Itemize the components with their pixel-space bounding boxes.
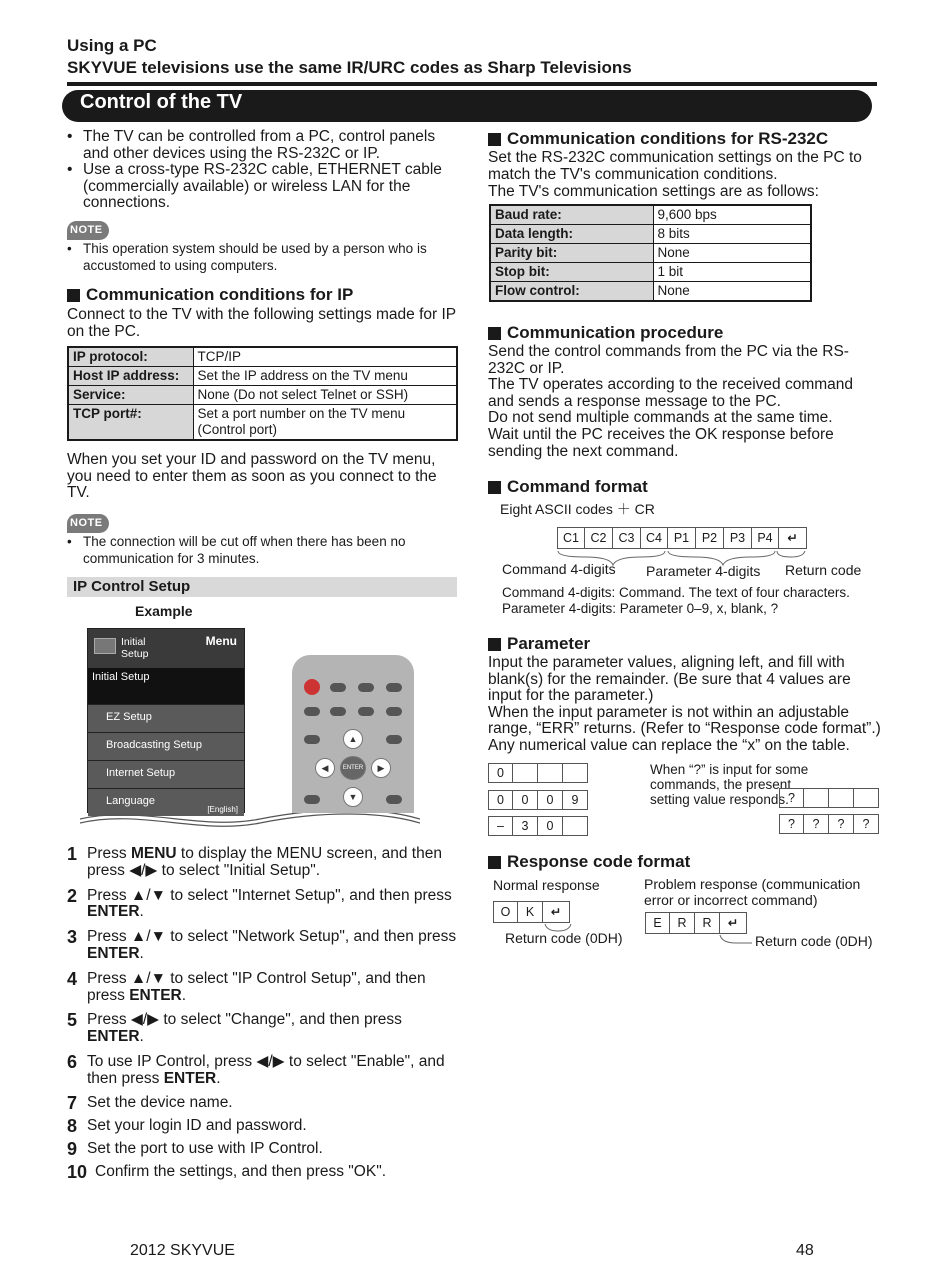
footer-brand: 2012 SKYVUE: [130, 1242, 235, 1259]
ip-intro: Connect to the TV with the following settings made for IP on the PC.: [67, 306, 456, 340]
step-number: 2: [67, 885, 78, 906]
table-row: [490, 205, 811, 225]
section-title: Using a PC: [67, 36, 157, 55]
parameter-row: [488, 763, 588, 783]
list-item: [67, 1115, 462, 1136]
format-cell: –: [488, 816, 513, 836]
step-number: 10: [67, 1161, 88, 1182]
step-number: 1: [67, 844, 78, 864]
format-cell: ?: [804, 814, 829, 834]
return-key-icon: ↵: [779, 527, 807, 549]
step-number: 7: [67, 1092, 78, 1113]
note-body: The connection will be cut off when there has been no communication for 3 minutes.: [83, 534, 406, 566]
menu-item: EZ Setup: [88, 704, 244, 732]
format-cell: [513, 763, 538, 783]
table-value: Set the IP address on the TV menu: [193, 367, 457, 386]
format-cell: C2: [585, 527, 613, 549]
rs232c-table: [489, 204, 812, 302]
bullet-item: • The TV can be controlled from a PC, control panels and other devices using the RS-232C or IP.: [67, 129, 459, 162]
format-cell: R: [670, 912, 695, 934]
menu-screenshot: [87, 628, 245, 813]
note-body: This operation system should be used by a person who is accustomed to using computers.: [83, 241, 427, 273]
return-key-icon: ↵: [543, 901, 570, 923]
table-row: [490, 282, 811, 302]
format-cell: ?: [854, 814, 879, 834]
square-bullet-icon: [488, 856, 501, 869]
remote-key-icon: [330, 707, 346, 716]
note-badge: NOTE: [67, 514, 109, 533]
step-text: Press ▲/▼ to select "Network Setup", and then press ENTER.: [87, 928, 457, 962]
remote-key-icon: [386, 735, 402, 744]
note-line: Parameter 4-digits: Parameter 0–9, x, blank, ?: [502, 601, 779, 616]
step-text: Press ◀/▶ to select "Change", and then press ENTER.: [87, 1011, 402, 1046]
parameter-examples: [488, 763, 588, 836]
return-key-icon: ↵: [720, 912, 747, 934]
parameter-row: [488, 816, 588, 836]
left-arrow-icon: ◀: [315, 758, 335, 778]
list-item: [67, 1012, 462, 1046]
format-cell: 0: [488, 790, 513, 810]
return-code-label: Return code: [785, 562, 862, 578]
list-item: [67, 1161, 462, 1182]
ip-heading: [67, 285, 353, 305]
table-value: 9,600 bps: [653, 205, 811, 225]
table-key: Host IP address:: [68, 367, 193, 386]
table-row: [68, 367, 457, 386]
list-item: [67, 885, 462, 922]
paragraph: Wait until the PC receives the OK response before sending the next command.: [488, 425, 834, 460]
menu-item: Internet Setup: [88, 760, 244, 788]
list-item: [67, 1138, 462, 1159]
step-text: Confirm the settings, and then press "OK".: [95, 1162, 387, 1180]
table-row: [68, 347, 457, 367]
remote-key-icon: [386, 683, 402, 692]
remote-key-icon: [358, 707, 374, 716]
enter-button-icon: ENTER: [340, 756, 366, 780]
procedure-heading-text: Communication procedure: [507, 323, 724, 342]
table-value: None: [653, 244, 811, 263]
problem-response-cells: [645, 912, 747, 934]
intro-bullets: [67, 129, 459, 212]
step-number: 6: [67, 1051, 78, 1072]
remote-key-icon: [330, 683, 346, 692]
down-arrow-icon: ▼: [343, 787, 363, 807]
table-key: Parity bit:: [490, 244, 653, 263]
ip-heading-text: Communication conditions for IP: [86, 285, 354, 304]
question-mark-note: When “?” is input for some commands, the present setting value responds.: [650, 762, 809, 807]
format-cell: [829, 788, 854, 808]
up-arrow-icon: ▲: [343, 729, 363, 749]
command-format-heading: [488, 477, 648, 497]
header-rule: [67, 82, 877, 86]
table-key: TCP port#:: [68, 405, 193, 441]
format-cell: 0: [538, 816, 563, 836]
table-value: Set a port number on the TV menu (Control port): [193, 405, 457, 441]
step-text: Press ▲/▼ to select "Internet Setup", and then press ENTER.: [87, 886, 452, 921]
paragraph: Any numerical value can replace the “x” on the table.: [488, 736, 850, 754]
setup-title: IP Control Setup: [67, 577, 457, 597]
parameter-row: [779, 788, 879, 808]
right-arrow-icon: ▶: [371, 758, 391, 778]
step-text: To use IP Control, press ◀/▶ to select "Enable", and then press ENTER.: [87, 1052, 445, 1087]
table-value: 1 bit: [653, 263, 811, 282]
remote-key-icon: [358, 683, 374, 692]
table-key: Service:: [68, 386, 193, 405]
subtitle: SKYVUE televisions use the same IR/URC codes as Sharp Televisions: [67, 58, 632, 77]
table-row: [490, 263, 811, 282]
menu-item-value: [English]: [207, 805, 238, 814]
rs232c-heading-text: Communication conditions for RS-232C: [507, 129, 829, 148]
rs232c-intro-2: The TV's communication settings are as follows:: [488, 183, 819, 200]
parameter-text: [488, 655, 883, 755]
note-badge: NOTE: [67, 221, 109, 240]
list-item: [67, 846, 462, 880]
normal-response-label: Normal response: [493, 877, 600, 893]
command-cells: [557, 527, 807, 549]
step-number: 8: [67, 1115, 78, 1136]
bullet-item: • Use a cross-type RS-232C cable, ETHERNET cable (commercially available) or wireless LAN for the connections.: [67, 162, 459, 212]
paragraph: Send the control commands from the PC via the RS-232C or IP.: [488, 343, 849, 377]
id-password-text: When you set your ID and password on the TV menu, you need to enter them as soon as you connect to the TV.: [67, 451, 437, 502]
command-format-heading-text: Command format: [507, 477, 648, 496]
bullet-text: Use a cross-type RS-232C cable, ETHERNET cable (commercially available) or wireless LAN for the connections.: [83, 161, 442, 212]
format-cell: 0: [513, 790, 538, 810]
response-heading-text: Response code format: [507, 852, 691, 871]
step-number: 3: [67, 927, 78, 948]
menu-header: [88, 629, 244, 668]
parameter-row: [779, 814, 879, 834]
command-format-sub: Eight ASCII codes ＋ CR: [500, 501, 655, 517]
table-row: [490, 225, 811, 244]
square-bullet-icon: [67, 289, 80, 302]
normal-response-cells: [493, 901, 570, 923]
bracket-icon: [718, 934, 754, 946]
format-cell: C4: [641, 527, 668, 549]
rs232c-intro: Set the RS-232C communication settings on the PC to match the TV's communication conditions.: [488, 149, 862, 183]
note-text: • The connection will be cut off when there has been no communication for 3 minutes.: [67, 534, 459, 567]
question-examples: [779, 788, 879, 834]
page-banner: Control of the TV: [62, 90, 872, 122]
step-number: 5: [67, 1010, 78, 1031]
parameter-heading: [488, 634, 590, 654]
step-text: Press MENU to display the MENU screen, and then press ◀/▶ to select "Initial Setup".: [87, 845, 442, 879]
command-format-notes: [502, 585, 850, 617]
format-cell: ?: [829, 814, 854, 834]
format-cell: 3: [513, 816, 538, 836]
format-cell: E: [645, 912, 670, 934]
format-cell: C3: [613, 527, 641, 549]
format-cell: P1: [668, 527, 696, 549]
tv-icon: [94, 638, 116, 654]
paragraph: Do not send multiple commands at the same time.: [488, 409, 833, 427]
procedure-text: [488, 344, 880, 460]
problem-return-code-label: Return code (0DH): [755, 933, 873, 949]
format-cell: P3: [724, 527, 752, 549]
table-row: [490, 244, 811, 263]
remote-key-icon: [386, 795, 402, 804]
note-text: • This operation system should be used by a person who is accustomed to using computers.: [67, 241, 459, 274]
list-item: [67, 968, 462, 1005]
list-item: [67, 1092, 462, 1113]
format-cell: ?: [779, 814, 804, 834]
step-number: 9: [67, 1138, 78, 1159]
format-cell: 0: [538, 790, 563, 810]
remote-key-icon: [304, 735, 320, 744]
remote-key-icon: [386, 707, 402, 716]
paragraph: When the input parameter is not within an adjustable range, “ERR” returns. (Refer to “Response code format”.): [488, 703, 881, 738]
example-label: Example: [135, 603, 193, 619]
format-cell: [804, 788, 829, 808]
format-cell: R: [695, 912, 720, 934]
table-row: [68, 386, 457, 405]
normal-return-code-label: Return code (0DH): [505, 930, 623, 946]
bullet-text: The TV can be controlled from a PC, control panels and other devices using the RS-232C or IP.: [83, 128, 436, 162]
format-cell: ?: [779, 788, 804, 808]
paragraph: The TV operates according to the received command and sends a response message to the PC.: [488, 376, 854, 410]
procedure-heading: [488, 323, 723, 343]
rs232c-heading: [488, 129, 828, 149]
format-cell: O: [493, 901, 518, 923]
step-text: Set the device name.: [87, 1093, 233, 1111]
note-line: Command 4-digits: Command. The text of four characters.: [502, 585, 850, 600]
format-cell: 0: [488, 763, 513, 783]
table-key: Stop bit:: [490, 263, 653, 282]
remote-key-icon: [304, 707, 320, 716]
step-text: Press ▲/▼ to select "IP Control Setup", and then press ENTER.: [87, 969, 426, 1004]
table-row: [68, 405, 457, 441]
format-cell: [538, 763, 563, 783]
format-cell: P2: [696, 527, 724, 549]
table-value: 8 bits: [653, 225, 811, 244]
ip-table: [67, 346, 458, 441]
remote-key-icon: [304, 795, 320, 804]
format-cell: [563, 763, 588, 783]
command-digits-label: Command 4-digits: [502, 561, 616, 577]
table-key: Baud rate:: [490, 205, 653, 225]
menu-selected-item: Initial Setup: [88, 668, 244, 704]
power-button-icon: [304, 679, 320, 695]
parameter-row: [488, 790, 588, 810]
menu-header-title: Initial Setup: [121, 636, 149, 660]
square-bullet-icon: [488, 133, 501, 146]
step-text: Set your login ID and password.: [87, 1116, 307, 1134]
step-text: Set the port to use with IP Control.: [87, 1139, 323, 1157]
steps-list: [67, 846, 462, 1181]
square-bullet-icon: [488, 327, 501, 340]
menu-item-label: Language: [106, 795, 155, 807]
menu-header-label: Menu: [205, 634, 237, 648]
format-cell: C1: [557, 527, 585, 549]
list-item: [67, 1051, 462, 1088]
parameter-heading-text: Parameter: [507, 634, 591, 653]
format-cell: P4: [752, 527, 779, 549]
problem-response-label: Problem response (communication error or incorrect command): [644, 876, 861, 908]
format-cell: K: [518, 901, 543, 923]
square-bullet-icon: [488, 481, 501, 494]
menu-item: Broadcasting Setup: [88, 732, 244, 760]
step-number: 4: [67, 968, 78, 989]
format-cell: [854, 788, 879, 808]
table-key: Data length:: [490, 225, 653, 244]
table-key: Flow control:: [490, 282, 653, 302]
format-cell: 9: [563, 790, 588, 810]
square-bullet-icon: [488, 638, 501, 651]
table-value: TCP/IP: [193, 347, 457, 367]
paragraph: Input the parameter values, aligning left, and fill with blank(s) for the remainder. (Be sure that 4 values are input for the parameter.): [488, 654, 851, 705]
table-key: IP protocol:: [68, 347, 193, 367]
table-value: None (Do not select Telnet or SSH): [193, 386, 457, 405]
list-item: [67, 929, 462, 963]
format-cell: [563, 816, 588, 836]
response-heading: [488, 852, 690, 872]
page-number: 48: [796, 1242, 814, 1259]
table-value: None: [653, 282, 811, 302]
parameter-digits-label: Parameter 4-digits: [646, 563, 761, 579]
remote-control-illustration: [292, 655, 414, 813]
